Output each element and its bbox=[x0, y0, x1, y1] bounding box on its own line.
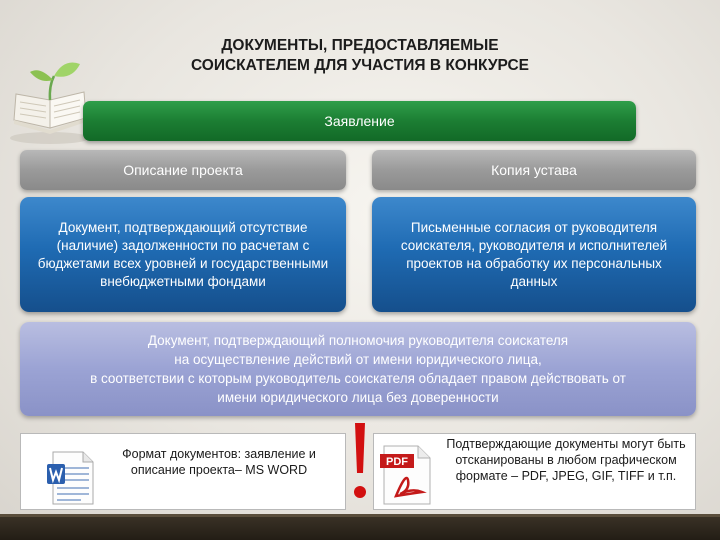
word-format-text: Формат документов: заявление и описание проекта– MS WORD bbox=[122, 447, 316, 477]
consents-text: Письменные согласия от руководителя соискателя, руководителя и исполнителей проектов на обработку их персональных данных bbox=[400, 219, 668, 289]
debt-document-box bbox=[20, 197, 346, 312]
pdf-document-icon bbox=[378, 444, 434, 506]
authority-document-box bbox=[20, 322, 696, 416]
authority-line-4: имени юридического лица без доверенности bbox=[217, 390, 499, 405]
pdf-label: PDF bbox=[386, 456, 408, 468]
application-label: Заявление bbox=[324, 113, 395, 129]
authority-line-2: на осуществление действий от имени юридического лица, bbox=[174, 352, 542, 367]
ms-word-document-icon bbox=[45, 450, 97, 506]
word-format-note bbox=[20, 433, 346, 510]
page-title bbox=[120, 36, 600, 76]
debt-document-text: Документ, подтверждающий отсутствие (наличие) задолженности по расчетам с бюджетами всех уровней и государственными внебюджетными фондами bbox=[37, 219, 329, 289]
charter-copy-box bbox=[372, 150, 696, 190]
scan-format-note bbox=[373, 433, 696, 510]
footer-bar-highlight bbox=[0, 514, 720, 517]
title-line-1: ДОКУМЕНТЫ, ПРЕДОСТАВЛЯЕМЫЕ bbox=[221, 37, 499, 54]
consents-box bbox=[372, 197, 696, 312]
exclamation-icon bbox=[353, 421, 367, 501]
project-description-box bbox=[20, 150, 346, 190]
authority-line-1: Документ, подтверждающий полномочия руководителя соискателя bbox=[147, 333, 569, 348]
scan-format-text: Подтверждающие документы могут быть отсканированы в любом графическом формате – PDF, JPEG, GIF, TIFF и т.п. bbox=[446, 437, 686, 483]
footer-bar bbox=[0, 514, 720, 540]
charter-copy-label: Копия устава bbox=[491, 162, 577, 178]
project-description-label: Описание проекта bbox=[123, 162, 243, 178]
authority-document-text bbox=[90, 331, 626, 407]
authority-line-3: в соответствии с которым руководитель соискателя обладает правом действовать от bbox=[90, 371, 626, 386]
title-line-2: СОИСКАТЕЛЕМ ДЛЯ УЧАСТИЯ В КОНКУРСЕ bbox=[190, 57, 530, 74]
application-box bbox=[83, 101, 636, 141]
